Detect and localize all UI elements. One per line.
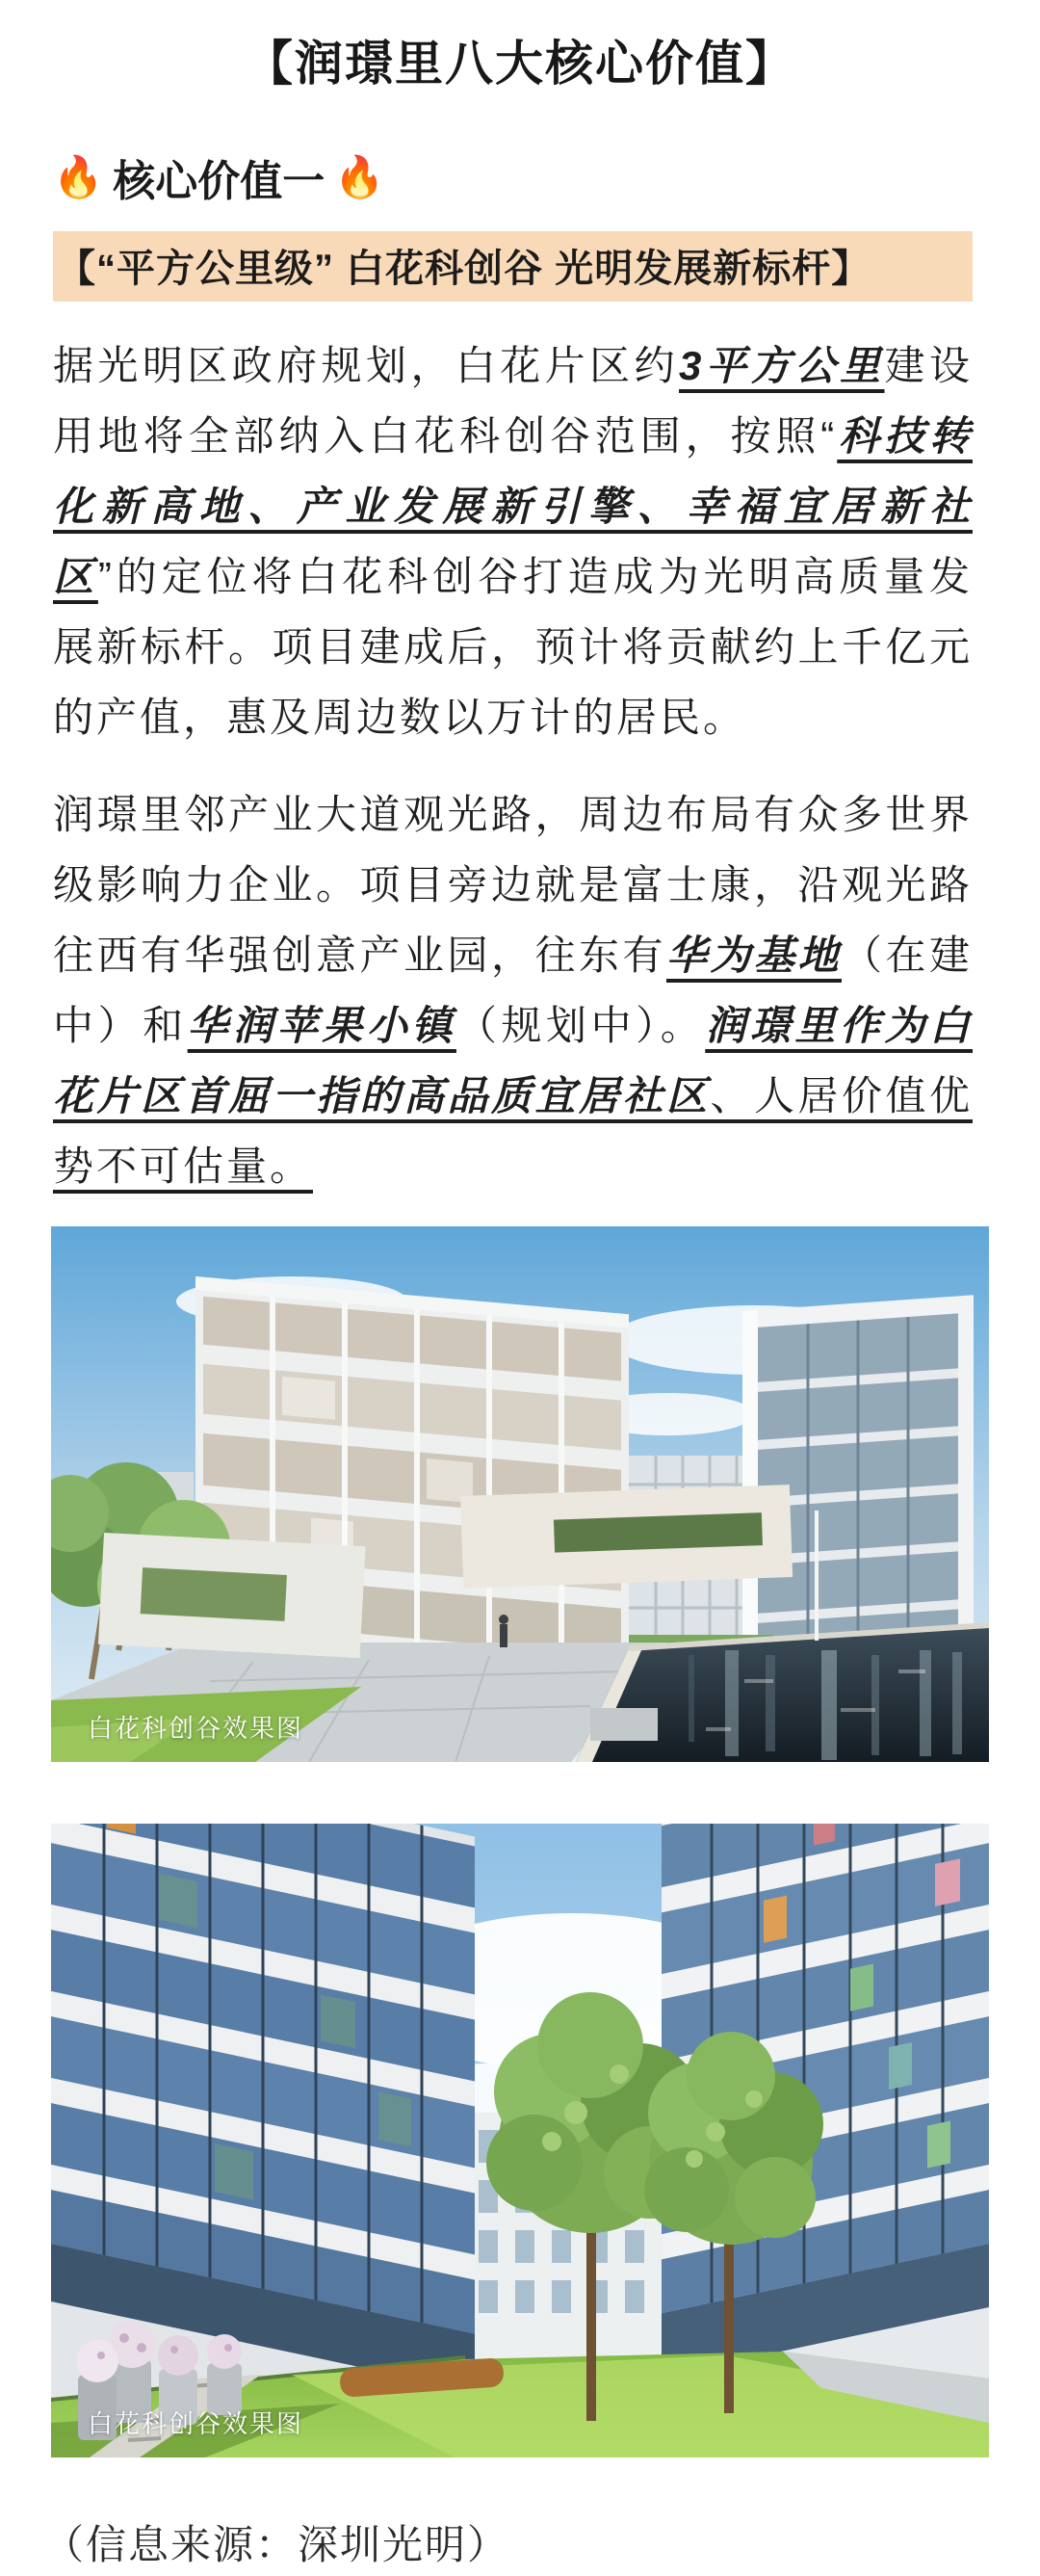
paragraph-surroundings	[53, 779, 973, 1201]
section-title: 核心价值一	[113, 158, 325, 205]
para1-seg3: ”的定位将白花科创谷打造成为光明高质量发展新标杆。项目建成后，预计将贡献约上千亿元的产值，惠及周边数以万计的居民。	[53, 554, 973, 740]
para1-em-3sqkm: 3平方公里	[679, 343, 885, 388]
para2-em-apple-town: 华润苹果小镇	[187, 1003, 456, 1048]
section-heading	[53, 146, 973, 208]
courtyard-photo-illustration	[51, 1824, 989, 2458]
para2-seg3: （规划中）。	[455, 1003, 706, 1048]
image-courtyard-photo[interactable]	[51, 1824, 989, 2458]
para2-seg4: 、人居价值优势不可估量。	[53, 1073, 973, 1189]
para2-seg1: 润璟里邻产业大道观光路，周边布局有众多世界级影响力企业。项目旁边就是富士康，沿观光路往西有华强创意产业园，往东有	[53, 792, 973, 978]
campus-pool-render-illustration	[51, 1226, 989, 1762]
image-caption: 白花科创谷效果图	[88, 1714, 304, 1743]
page-title: 【润璟里八大核心价值】	[245, 37, 795, 91]
para2-seg2: （在建中）和	[53, 933, 973, 1048]
para1-seg2: 建设用地将全部纳入白花科创谷范围，按照“	[53, 343, 973, 459]
image-caption: 白花科创谷效果图	[88, 2409, 304, 2438]
fire-icon: 🔥	[334, 153, 385, 199]
paragraph-planning	[53, 330, 973, 752]
highlighted-subheading: 【“平方公里级” 白花科创谷 光明发展新标杆】	[53, 231, 973, 302]
fire-icon: 🔥	[53, 153, 104, 199]
para1-em-positioning: 科技转化新高地、产业发展新引擎、幸福宜居新社区	[53, 413, 973, 599]
source-note: （信息来源：深圳光明）	[43, 2522, 510, 2567]
para2-em-huawei-base: 华为基地	[665, 933, 842, 978]
para2-em-community: 润璟里作为白花片区首屈一指的高品质宜居社区	[53, 1003, 973, 1118]
para1-seg1: 据光明区政府规划，白花片区约	[53, 343, 680, 388]
image-render-campus-pool[interactable]	[51, 1226, 989, 1762]
